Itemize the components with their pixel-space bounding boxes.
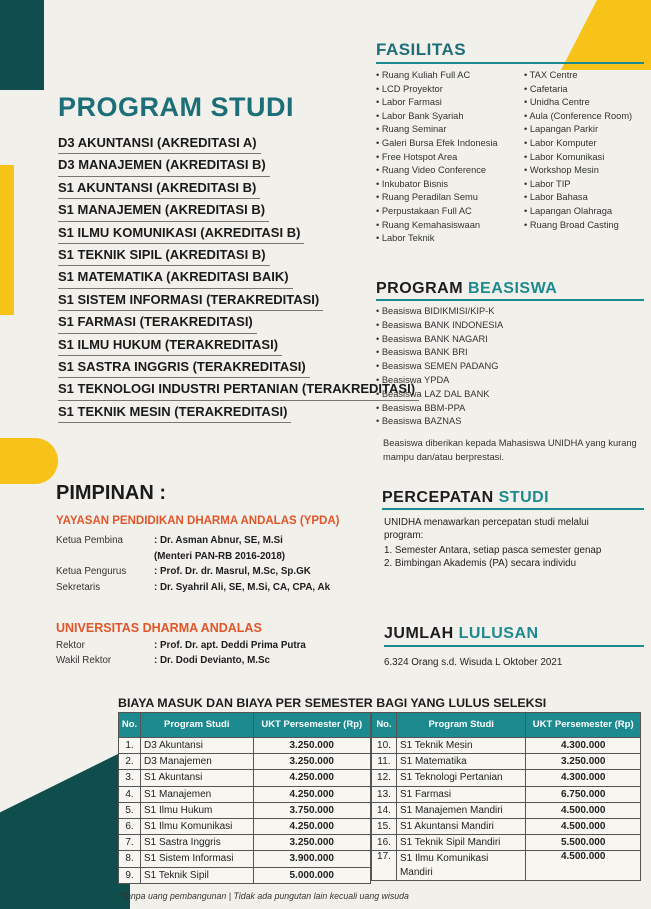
fasilitas-item: • Unidha Centre [524,96,632,110]
beasiswa-item: • Beasiswa BIDIKMISI/KIP-K [376,305,503,319]
program-studi-row [58,401,363,423]
lulusan-title-part-2: LULUSAN [458,625,539,642]
percepatan-title [382,489,549,507]
biaya-footnote: *Tanpa uang pembangunan | Tidak ada pungutan lain kecuali uang wisuda [118,891,409,901]
table-row [119,738,371,754]
table-row [119,754,371,770]
leader-name: (Menteri PAN-RB 2016-2018) [154,550,286,562]
row-prodi: S1 Ilmu Hukum [140,802,253,818]
fasilitas-item: • TAX Centre [524,69,632,83]
row-ukt: 4.250.000 [253,786,371,802]
fasilitas-item: • Ruang Broad Casting [524,219,632,233]
teal-corner-shape [0,0,44,90]
row-ukt: 4.300.000 [526,770,641,786]
row-prodi: S1 Teknologi Pertanian [396,770,525,786]
program-studi-row [58,378,416,400]
program-studi-item: S1 MATEMATIKA (AKREDITASI BAIK) [58,266,293,288]
program-studi-item: S1 AKUNTANSI (AKREDITASI B) [58,177,260,199]
row-number: 6. [119,818,141,834]
row-prodi: D3 Manajemen [140,754,253,770]
lulusan-title-part-1: JUMLAH [384,625,459,642]
program-studi-row [58,311,363,333]
biaya-table-left [118,712,371,884]
beasiswa-item: • Beasiswa BANK INDONESIA [376,319,503,333]
leader-role: Ketua Pembina [56,535,123,546]
leader-row [56,655,270,666]
row-prodi: S1 Teknik Sipil Mandiri [396,835,525,851]
leader-role: Wakil Rektor [56,655,112,666]
program-studi-row [58,222,363,244]
program-studi-item: S1 TEKNIK SIPIL (AKREDITASI B) [58,244,270,266]
fasilitas-item: • Ruang Peradilan Semu [376,191,498,205]
fasilitas-item: • Ruang Kuliah Full AC [376,69,498,83]
row-prodi: S1 Manajemen [140,786,253,802]
program-studi-item: D3 AKUNTANSI (AKREDITASI A) [58,132,261,154]
column-header-prodi: Program Studi [396,713,525,738]
row-number: 11. [372,754,397,770]
yellow-corner-shape [561,0,651,70]
row-prodi: S1 Matematika [396,754,525,770]
row-number: 13. [372,786,397,802]
row-ukt: 3.250.000 [253,835,371,851]
percepatan-title-part-1: PERCEPATAN [382,489,499,506]
table-row [119,851,371,867]
beasiswa-title [376,280,557,298]
beasiswa-item: • Beasiswa SEMEN PADANG [376,360,503,374]
row-number: 14. [372,802,397,818]
fasilitas-item: • Workshop Mesin [524,164,632,178]
program-studi-row [58,177,363,199]
program-studi-row [58,334,363,356]
row-prodi: S1 Farmasi [396,786,525,802]
fasilitas-item: • Perpustakaan Full AC [376,205,498,219]
percepatan-underline [382,508,644,510]
beasiswa-item: • Beasiswa YPDA [376,374,503,388]
yellow-tab-shape [0,438,58,484]
row-number: 17. [372,851,397,881]
fasilitas-item: • Labor Bank Syariah [376,110,498,124]
row-number: 3. [119,770,141,786]
beasiswa-item: • Beasiswa LAZ DAL BANK [376,388,503,402]
row-ukt: 3.750.000 [253,802,371,818]
row-prodi: S1 Sastra Inggris [140,835,253,851]
row-prodi: S1 Ilmu Komunikasi Mandiri [396,851,525,881]
fasilitas-item: • Labor Komunikasi [524,151,632,165]
table-row [372,786,641,802]
leader-row [56,535,283,546]
table-row [372,818,641,834]
program-studi-item: S1 SISTEM INFORMASI (TERAKREDITASI) [58,289,323,311]
beasiswa-item: • Beasiswa BANK BRI [376,346,503,360]
row-prodi: S1 Teknik Sipil [140,867,253,883]
biaya-title: BIAYA MASUK DAN BIAYA PER SEMESTER BAGI YANG LULUS SELEKSI [118,696,547,710]
percepatan-title-part-2: STUDI [498,489,550,506]
leader-row [56,566,311,577]
row-prodi: S1 Teknik Mesin [396,738,525,754]
row-number: 12. [372,770,397,786]
table-row [119,786,371,802]
fasilitas-item: • Ruang Kemahasiswaan [376,219,498,233]
percepatan-item-2: 2. Bimbingan Akademis (PA) secara individu [384,558,577,569]
column-header-prodi: Program Studi [140,713,253,738]
row-prodi: S1 Ilmu Komunikasi [140,818,253,834]
pimpinan-title: PIMPINAN : [56,482,166,504]
leader-role: Sekretaris [56,581,101,593]
row-prodi: S1 Akuntansi Mandiri [396,818,525,834]
teal-bottom-shape [0,748,130,909]
fasilitas-item: • Labor Farmasi [376,96,498,110]
lulusan-underline [384,645,644,647]
fasilitas-item: • Ruang Video Conference [376,164,498,178]
program-studi-row [58,154,363,176]
fasilitas-column-2 [524,69,632,232]
row-ukt: 3.250.000 [526,754,641,770]
fasilitas-item: • Ruang Seminar [376,123,498,137]
row-number: 16. [372,835,397,851]
leader-name: : Dr. Syahril Ali, SE, M.Si, CA, CPA, Ak [154,581,331,593]
program-studi-item: S1 MANAJEMEN (AKREDITASI B) [58,199,269,221]
program-studi-title: PROGRAM STUDI [58,92,294,122]
fasilitas-item: • Labor Teknik [376,232,498,246]
fasilitas-item: • Labor Bahasa [524,191,632,205]
row-ukt: 5.000.000 [253,867,371,883]
row-ukt: 3.250.000 [253,738,371,754]
biaya-table-right [371,712,641,881]
row-ukt: 5.500.000 [526,835,641,851]
percepatan-intro: UNIDHA menawarkan percepatan studi melalui program: [384,517,589,541]
program-studi-row [58,199,363,221]
program-studi-row [58,132,363,154]
fasilitas-title: FASILITAS [376,40,467,59]
column-header-no: No. [119,713,141,738]
row-prodi: S1 Manajemen Mandiri [396,802,525,818]
row-prodi: S1 Akuntansi [140,770,253,786]
program-studi-row [58,289,363,311]
leader-row [56,640,306,651]
row-number: 2. [119,754,141,770]
program-studi-item: S1 TEKNIK MESIN (TERAKREDITASI) [58,401,291,423]
table-row [119,818,371,834]
fasilitas-item: • Labor Komputer [524,137,632,151]
program-studi-row [58,266,363,288]
row-number: 9. [119,867,141,883]
fasilitas-item: • Inkubator Bisnis [376,178,498,192]
fasilitas-item: • Lapangan Parkir [524,123,632,137]
leader-name: : Prof. Dr. apt. Deddi Prima Putra [154,640,306,651]
leader-name: : Dr. Asman Abnur, SE, M.Si [154,535,283,546]
column-header-ukt: UKT Persemester (Rp) [253,713,371,738]
unidha-title: UNIVERSITAS DHARMA ANDALAS [56,621,262,635]
fasilitas-item: • Galeri Bursa Efek Indonesia [376,137,498,151]
fasilitas-column-1 [376,69,498,246]
leader-row [56,582,330,593]
program-studi-row [58,244,363,266]
fasilitas-item: • Labor TIP [524,178,632,192]
fasilitas-item: • Cafetaria [524,83,632,97]
row-ukt: 4.250.000 [253,818,371,834]
row-number: 1. [119,738,141,754]
table-row [119,770,371,786]
lulusan-title [384,625,539,643]
row-ukt: 4.500.000 [526,851,641,881]
row-number: 5. [119,802,141,818]
lulusan-text: 6.324 Orang s.d. Wisuda L Oktober 2021 [384,657,563,668]
table-row [372,754,641,770]
row-number: 15. [372,818,397,834]
table-row [119,835,371,851]
column-header-ukt: UKT Persemester (Rp) [526,713,641,738]
table-row [372,738,641,754]
row-ukt: 4.500.000 [526,802,641,818]
leader-role: Rektor [56,640,85,651]
yellow-side-shape [0,165,14,315]
beasiswa-item: • Beasiswa BBM-PPA [376,402,503,416]
program-studi-item: S1 ILMU KOMUNIKASI (AKREDITASI B) [58,222,304,244]
beasiswa-note: Beasiswa diberikan kepada Mahasiswa UNIDHA yang kurang mampu dan/atau berprestasi. [383,438,637,462]
percepatan-item-1: 1. Semester Antara, setiap pasca semester genap [384,545,602,556]
fasilitas-item: • Free Hotspot Area [376,151,498,165]
fasilitas-item: • Lapangan Olahraga [524,205,632,219]
row-ukt: 4.250.000 [253,770,371,786]
leader-row [56,551,285,562]
table-row [372,851,641,881]
leader-role: Ketua Pengurus [56,566,127,577]
beasiswa-list [376,305,503,429]
table-row [372,770,641,786]
program-studi-item: S1 ILMU HUKUM (TERAKREDITASI) [58,334,282,356]
program-studi-row [58,356,363,378]
row-number: 4. [119,786,141,802]
ypda-title: YAYASAN PENDIDIKAN DHARMA ANDALAS (YPDA) [56,515,340,527]
row-prodi: S1 Sistem Informasi [140,851,253,867]
row-ukt: 4.500.000 [526,818,641,834]
row-number: 8. [119,851,141,867]
fasilitas-item: • Aula (Conference Room) [524,110,632,124]
beasiswa-underline [376,299,644,301]
row-ukt: 4.300.000 [526,738,641,754]
program-studi-item: S1 TEKNOLOGI INDUSTRI PERTANIAN (TERAKREDITASI) [58,378,419,400]
leader-name: : Prof. Dr. dr. Masrul, M.Sc, Sp.GK [154,566,311,577]
row-ukt: 6.750.000 [526,786,641,802]
table-row [372,802,641,818]
row-ukt: 3.250.000 [253,754,371,770]
program-studi-item: S1 FARMASI (TERAKREDITASI) [58,311,257,333]
beasiswa-title-part-1: PROGRAM [376,280,468,297]
fasilitas-underline [376,62,644,64]
program-studi-item: S1 SASTRA INGGRIS (TERAKREDITASI) [58,356,310,378]
beasiswa-item: • Beasiswa BAZNAS [376,415,503,429]
beasiswa-title-part-2: BEASISWA [468,280,558,297]
fasilitas-item: • LCD Proyektor [376,83,498,97]
row-number: 10. [372,738,397,754]
program-studi-item: D3 MANAJEMEN (AKREDITASI B) [58,154,270,176]
table-row [119,802,371,818]
row-ukt: 3.900.000 [253,851,371,867]
table-row [372,835,641,851]
row-number: 7. [119,835,141,851]
beasiswa-item: • Beasiswa BANK NAGARI [376,333,503,347]
row-prodi: D3 Akuntansi [140,738,253,754]
leader-name: : Dr. Dodi Devianto, M.Sc [154,655,270,666]
percepatan-text [384,516,646,570]
column-header-no: No. [372,713,397,738]
table-row [119,867,371,883]
